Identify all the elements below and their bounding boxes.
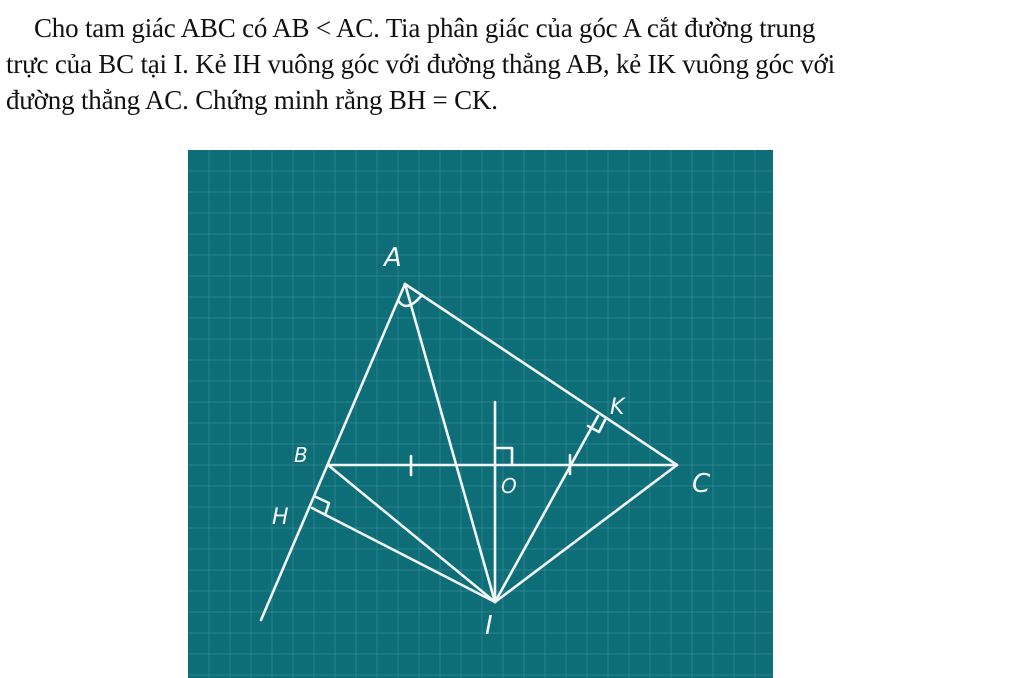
problem-line-1: Cho tam giác ABC có AB < AC. Tia phân giác của góc A cắt đường trung (34, 13, 816, 43)
problem-line-2: trực của BC tại I. Kẻ IH vuông góc với đường thẳng AB, kẻ IK vuông góc với (6, 49, 835, 79)
label-B: B (294, 443, 308, 467)
chalkboard-background (188, 150, 773, 678)
problem-statement (6, 10, 1020, 118)
label-H: H (272, 505, 289, 530)
label-O: O (501, 474, 517, 498)
geometry-figure (188, 150, 773, 678)
label-C: C (692, 469, 711, 499)
label-A: A (384, 243, 402, 273)
label-I: I (485, 611, 493, 641)
geometry-figure-svg (188, 150, 773, 678)
label-K: K (610, 395, 625, 420)
problem-line-3: đường thẳng AC. Chứng minh rằng BH = CK. (6, 85, 498, 115)
